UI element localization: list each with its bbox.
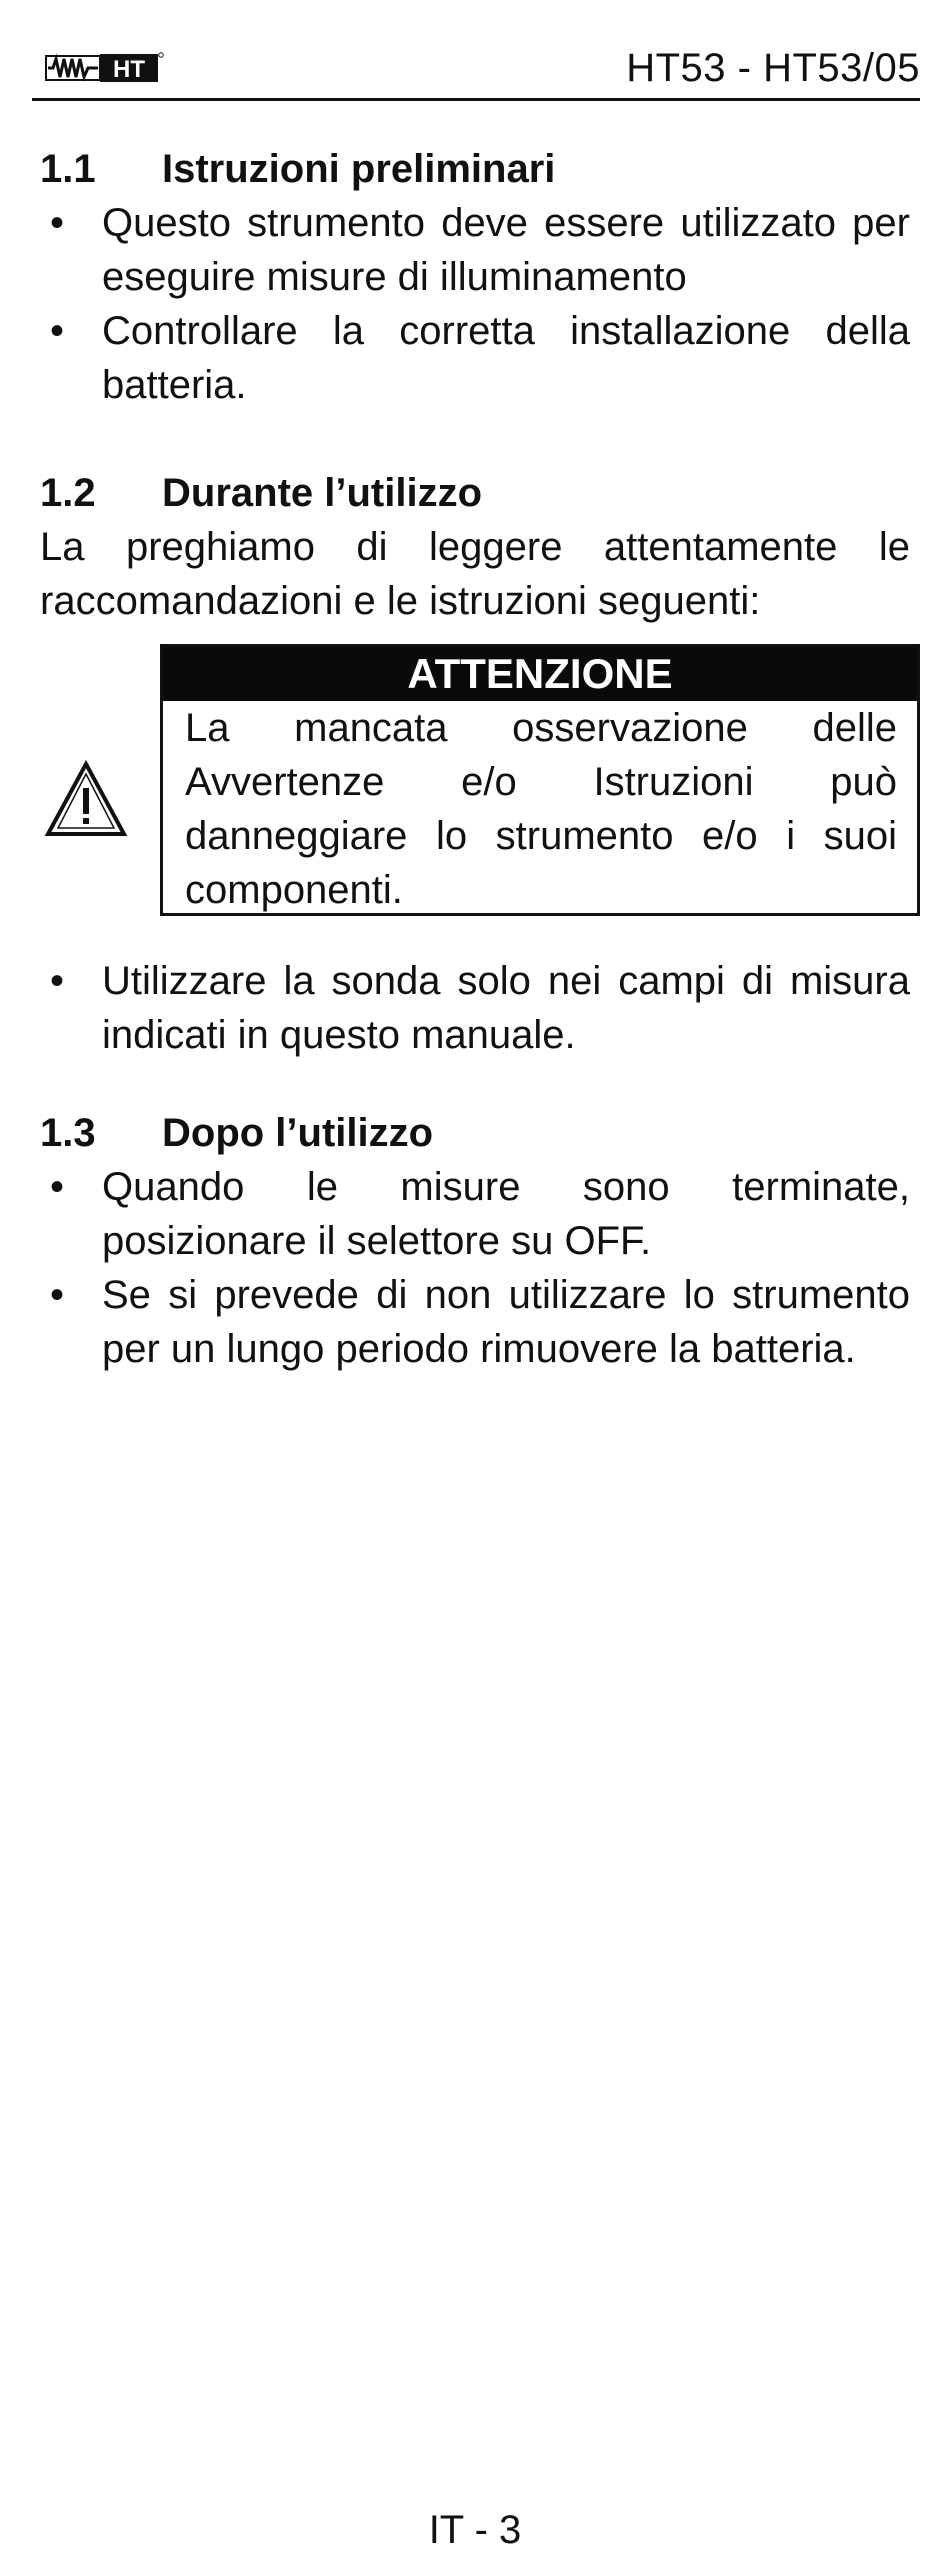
bullet-icon: • — [49, 959, 64, 1003]
warning-heading: ATTENZIONE — [163, 647, 917, 701]
warning-box — [160, 644, 920, 916]
warning-notice — [40, 644, 910, 924]
bullet-icon: • — [49, 1273, 64, 1317]
svg-text:HT: HT — [113, 56, 145, 83]
list-item-text: Utilizzare la sonda solo nei campi di misura indicati in questo manuale. — [102, 959, 910, 1057]
list-item — [40, 304, 910, 412]
section-number: 1.1 — [40, 147, 96, 191]
ht-logo — [44, 50, 164, 86]
section-title: Durante l’utilizzo — [162, 471, 482, 515]
bullet-icon: • — [49, 1165, 64, 1209]
section-number: 1.2 — [40, 471, 96, 515]
main-content — [40, 142, 910, 1376]
section-number: 1.3 — [40, 1111, 96, 1155]
section-heading — [40, 1106, 910, 1160]
section-heading — [40, 466, 910, 520]
bullet-icon: • — [49, 201, 64, 245]
list-item — [40, 196, 910, 304]
list-item-text: Questo strumento deve essere utilizzato per eseguire misure di illuminamento — [102, 201, 910, 299]
warning-text: La mancata osservazione delle Avvertenze e/o Istruzioni può danneggiare lo strumento e/o i suoi componenti. — [185, 706, 897, 912]
bullet-list — [40, 196, 910, 412]
page-header — [32, 44, 920, 101]
list-item-text: Controllare la corretta installazione della batteria. — [102, 309, 910, 407]
bullet-list — [40, 1160, 910, 1376]
model-title: HT53 - HT53/05 — [626, 46, 920, 90]
bullet-icon: • — [49, 309, 64, 353]
section-heading — [40, 142, 910, 196]
warning-triangle-icon — [44, 760, 128, 838]
page-number: IT - 3 — [428, 2508, 522, 2552]
list-item — [40, 954, 910, 1062]
section-title: Dopo l’utilizzo — [162, 1111, 434, 1155]
list-item — [40, 1268, 910, 1376]
section-preliminary-instructions — [40, 142, 910, 412]
section-title: Istruzioni preliminari — [162, 147, 556, 191]
section-after-use — [40, 1106, 910, 1376]
list-item-text: Se si prevede di non utilizzare lo strumento per un lungo periodo rimuovere la batteria. — [102, 1273, 910, 1371]
list-item — [40, 1160, 910, 1268]
list-item-text: Quando le misure sono terminate, posizionare il selettore su OFF. — [102, 1165, 910, 1263]
intro-paragraph: La preghiamo di leggere attentamente le raccomandazioni e le istruzioni seguenti: — [40, 525, 910, 623]
bullet-list — [40, 954, 910, 1062]
section-during-use — [40, 466, 910, 1062]
